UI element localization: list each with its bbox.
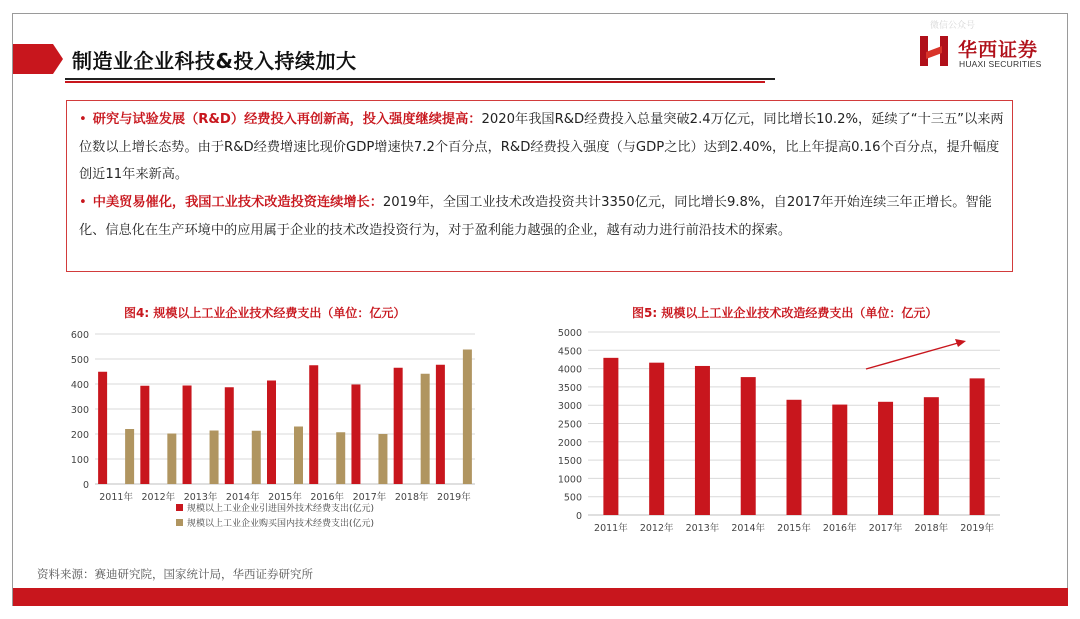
footer-bar: [13, 588, 1068, 606]
chart4-xtick-label: 2019年: [437, 492, 471, 503]
chart5-ytick-label: 3000: [557, 401, 582, 413]
chart5-xtick-label: 2015年: [777, 523, 811, 534]
chart4-xtick-label: 2011年: [99, 492, 133, 503]
logo-text-cn: 华西证券: [958, 39, 1039, 61]
chart4-legend-label: 规模以上工业企业购买国内技术经费支出(亿元): [187, 519, 375, 529]
chart5-bar: [878, 402, 893, 515]
chart4-xtick-label: 2016年: [310, 492, 345, 503]
source-note: 资料来源：赛迪研究院，国家统计局，华西证券研究所: [37, 567, 313, 581]
chart4-xtick-label: 2012年: [141, 492, 176, 503]
chart5-ytick-label: 500: [563, 492, 582, 504]
chart5-ytick-label: 2000: [557, 437, 582, 449]
chart4-xtick-label: 2018年: [394, 492, 429, 503]
chart5-bar: [741, 377, 756, 515]
chart5-ytick-label: 2500: [557, 419, 582, 431]
chart5-bar: [695, 366, 710, 515]
chart4-ytick-label: 0: [82, 480, 89, 491]
chart5-xtick-label: 2019年: [960, 523, 994, 534]
chart5-ytick-label: 4000: [557, 364, 582, 376]
bullet-icon: •: [79, 195, 87, 210]
chart5-ytick-label: 4500: [557, 346, 582, 358]
chart5-xtick-label: 2011年: [594, 523, 628, 534]
chart5-ytick-label: 0: [575, 511, 582, 522]
p1-lead: 研究与试验发展（R&D）经费投入再创新高，投入强度继续提高：: [92, 112, 482, 127]
chart4-ytick-label: 300: [70, 405, 89, 416]
chart4-legend-label: 规模以上工业企业引进国外技术经费支出(亿元): [187, 504, 375, 514]
chart5-ytick-label: 5000: [557, 328, 582, 339]
chart5-bar: [924, 397, 939, 515]
p2-lead: 中美贸易催化，我国工业技术改造投资连续增长：: [92, 195, 383, 210]
chart5-xtick-label: 2017年: [868, 523, 903, 534]
chart5-trend-arrow-line: [866, 343, 958, 369]
chart5-xtick-label: 2016年: [822, 523, 857, 534]
page-title: 制造业企业科技&投入持续加大: [72, 49, 357, 73]
chart5-bar: [649, 363, 664, 515]
chart5-xtick-label: 2018年: [914, 523, 949, 534]
logo-text-en: HUAXI SECURITIES: [959, 59, 1042, 69]
watermark: 微信公众号: [930, 21, 976, 31]
chart5-ytick-label: 1500: [557, 456, 582, 468]
chart4-xtick-label: 2013年: [183, 492, 218, 503]
chart5-ytick-label: 1000: [557, 474, 582, 486]
p2-body: 2019年，全国工业技术改造投资共计3350亿元，同比增长9.8%，自2017年开始连续三年正增长。智能化、信息化在生产环境中的应用属于企业的技术改造投资行为，对于盈利能力越强的企业，越有动力进行前沿技术的探索。: [79, 195, 992, 238]
chart5-trend-arrow-head-icon: [955, 339, 966, 347]
chart4-xtick-label: 2015年: [268, 492, 302, 503]
chart4-ytick-label: 500: [70, 355, 89, 366]
p1-body: 2020年我国R&D经费投入总量突破2.4万亿元，同比增长10.2%，延续了“十三五”以来两位数以上增长态势。由于R&D经费增速比现价GDP增速快7.2个百分点，R&D经费投入强度（与GDP之比）达到2.40%，比上年提高0.16个百分点，提升幅度创近11年来新高。: [79, 112, 1004, 182]
chart5-title: 图5: 规模以上工业企业技术改造经费支出（单位：亿元）: [632, 306, 938, 320]
chart4-ytick-label: 200: [70, 430, 89, 441]
chart4-ytick-label: 600: [70, 330, 89, 341]
chart5-xtick-label: 2014年: [731, 523, 766, 534]
chart5-bar: [603, 358, 618, 515]
chart5-xtick-label: 2012年: [639, 523, 674, 534]
chart5-bar: [787, 400, 802, 515]
chart5-bar: [832, 405, 847, 515]
chart4-xtick-label: 2017年: [352, 492, 387, 503]
chart4-xtick-label: 2014年: [225, 492, 260, 503]
chart4-ytick-label: 100: [70, 455, 89, 466]
chart5-bar: [970, 378, 985, 515]
chart5-xtick-label: 2013年: [685, 523, 720, 534]
bullet-icon: •: [79, 112, 87, 127]
chart5-ytick-label: 3500: [557, 382, 582, 394]
chart4-title: 图4: 规模以上工业企业技术经费支出（单位：亿元）: [124, 306, 406, 320]
chart4-ytick-label: 400: [70, 380, 89, 391]
